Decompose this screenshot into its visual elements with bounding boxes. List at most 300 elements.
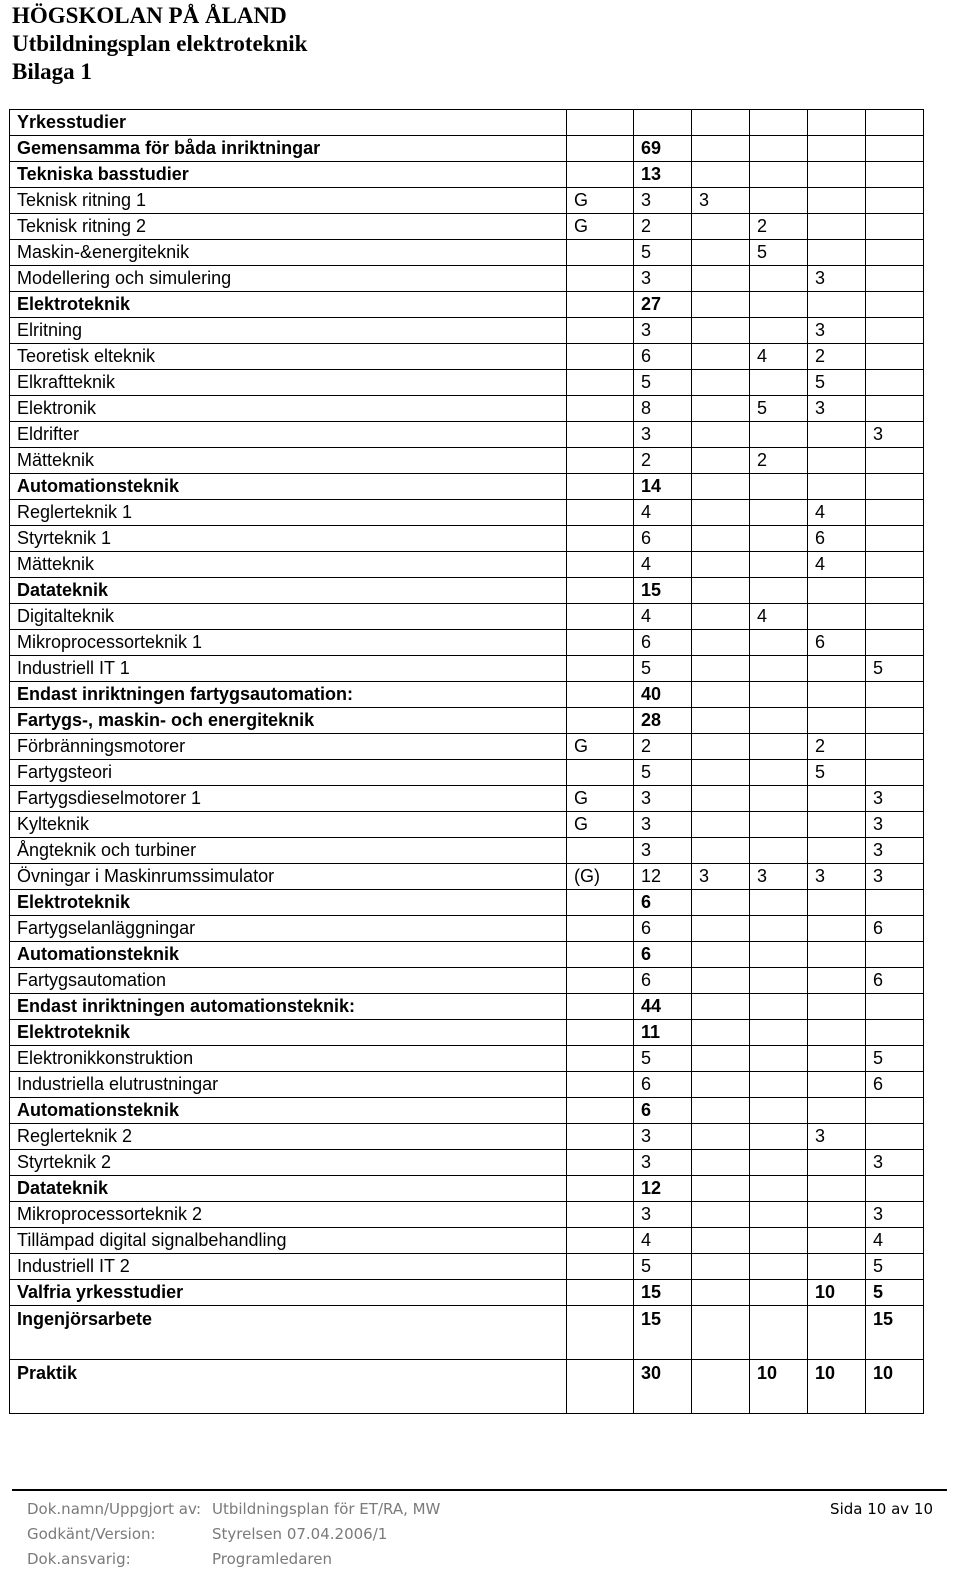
value-cell xyxy=(567,396,634,422)
value-cell xyxy=(808,968,866,994)
value-cell xyxy=(692,136,750,162)
table-row xyxy=(10,1020,924,1046)
course-name-cell: Kylteknik xyxy=(10,812,567,838)
value-cell: 4 xyxy=(808,552,866,578)
value-cell xyxy=(692,994,750,1020)
value-cell xyxy=(808,812,866,838)
value-cell xyxy=(750,760,808,786)
table-row xyxy=(10,552,924,578)
value-cell xyxy=(692,916,750,942)
value-cell xyxy=(750,552,808,578)
table-row xyxy=(10,474,924,500)
value-cell: 3 xyxy=(866,786,924,812)
value-cell xyxy=(567,916,634,942)
value-cell: 4 xyxy=(750,604,808,630)
value-cell xyxy=(567,552,634,578)
value-cell xyxy=(567,1098,634,1124)
value-cell xyxy=(866,474,924,500)
value-cell: G xyxy=(567,812,634,838)
value-cell: 3 xyxy=(866,1202,924,1228)
table-row xyxy=(10,370,924,396)
value-cell xyxy=(866,682,924,708)
value-cell: 10 xyxy=(750,1360,808,1414)
value-cell: 6 xyxy=(634,344,692,370)
value-cell xyxy=(866,318,924,344)
value-cell xyxy=(750,708,808,734)
course-name-cell: Elektroteknik xyxy=(10,292,567,318)
value-cell: 5 xyxy=(866,1254,924,1280)
value-cell xyxy=(692,786,750,812)
value-cell xyxy=(750,1072,808,1098)
course-name-cell: Industriell IT 1 xyxy=(10,656,567,682)
table-row xyxy=(10,1150,924,1176)
value-cell xyxy=(692,1360,750,1414)
value-cell xyxy=(692,682,750,708)
course-name-cell: Automationsteknik xyxy=(10,942,567,968)
table-row xyxy=(10,1072,924,1098)
value-cell xyxy=(567,136,634,162)
value-cell: 5 xyxy=(808,760,866,786)
document-footer xyxy=(12,1489,947,1572)
value-cell xyxy=(692,1098,750,1124)
value-cell xyxy=(567,968,634,994)
value-cell: 2 xyxy=(808,344,866,370)
value-cell xyxy=(567,1072,634,1098)
course-name-cell: Förbränningsmotorer xyxy=(10,734,567,760)
value-cell xyxy=(808,162,866,188)
value-cell xyxy=(692,1020,750,1046)
value-cell: 40 xyxy=(634,682,692,708)
value-cell: 3 xyxy=(634,318,692,344)
table-row xyxy=(10,110,924,136)
course-name-cell: Tekniska basstudier xyxy=(10,162,567,188)
value-cell xyxy=(567,162,634,188)
value-cell: 3 xyxy=(634,1202,692,1228)
value-cell xyxy=(866,552,924,578)
table-row xyxy=(10,1360,924,1414)
value-cell xyxy=(750,1202,808,1228)
value-cell xyxy=(866,162,924,188)
value-cell xyxy=(808,240,866,266)
value-cell xyxy=(692,1228,750,1254)
value-cell xyxy=(692,214,750,240)
value-cell: 15 xyxy=(634,1306,692,1360)
value-cell: 6 xyxy=(634,1098,692,1124)
value-cell xyxy=(567,448,634,474)
value-cell: 6 xyxy=(866,1072,924,1098)
value-cell: 3 xyxy=(866,864,924,890)
value-cell xyxy=(750,266,808,292)
value-cell xyxy=(866,630,924,656)
value-cell: 12 xyxy=(634,864,692,890)
value-cell: 6 xyxy=(634,630,692,656)
value-cell xyxy=(567,370,634,396)
table-row xyxy=(10,682,924,708)
value-cell: 2 xyxy=(750,448,808,474)
table-row xyxy=(10,994,924,1020)
value-cell: 4 xyxy=(634,1228,692,1254)
value-cell xyxy=(750,370,808,396)
value-cell xyxy=(750,682,808,708)
table-row xyxy=(10,1254,924,1280)
value-cell xyxy=(750,630,808,656)
value-cell: 3 xyxy=(634,838,692,864)
value-cell xyxy=(750,1124,808,1150)
footer-row xyxy=(12,1497,947,1522)
course-name-cell: Industriella elutrustningar xyxy=(10,1072,567,1098)
value-cell xyxy=(567,1150,634,1176)
value-cell xyxy=(866,266,924,292)
table-row xyxy=(10,708,924,734)
value-cell xyxy=(808,448,866,474)
table-row xyxy=(10,1228,924,1254)
course-name-cell: Praktik xyxy=(10,1360,567,1414)
footer-row xyxy=(12,1522,947,1547)
value-cell: 3 xyxy=(634,188,692,214)
value-cell: 6 xyxy=(808,630,866,656)
table-row xyxy=(10,1098,924,1124)
value-cell xyxy=(808,188,866,214)
value-cell xyxy=(692,552,750,578)
value-cell: 2 xyxy=(634,448,692,474)
value-cell xyxy=(750,1046,808,1072)
value-cell: 3 xyxy=(808,864,866,890)
value-cell xyxy=(567,1124,634,1150)
course-name-cell: Mikroprocessorteknik 1 xyxy=(10,630,567,656)
value-cell xyxy=(567,630,634,656)
value-cell xyxy=(692,604,750,630)
study-plan-table xyxy=(9,109,924,1414)
value-cell xyxy=(750,916,808,942)
course-name-cell: Elektronik xyxy=(10,396,567,422)
table-row xyxy=(10,136,924,162)
value-cell xyxy=(808,838,866,864)
course-name-cell: Valfria yrkesstudier xyxy=(10,1280,567,1306)
value-cell xyxy=(808,1306,866,1360)
value-cell xyxy=(692,968,750,994)
value-cell xyxy=(567,994,634,1020)
value-cell: 5 xyxy=(750,240,808,266)
value-cell: G xyxy=(567,188,634,214)
value-cell: 5 xyxy=(634,370,692,396)
table-row xyxy=(10,916,924,942)
value-cell: 3 xyxy=(808,318,866,344)
value-cell: 5 xyxy=(634,1046,692,1072)
table-row xyxy=(10,1280,924,1306)
table-row xyxy=(10,448,924,474)
value-cell xyxy=(808,422,866,448)
value-cell xyxy=(808,214,866,240)
value-cell xyxy=(692,526,750,552)
value-cell xyxy=(750,188,808,214)
value-cell: 5 xyxy=(634,760,692,786)
course-name-cell: Digitalteknik xyxy=(10,604,567,630)
table-row xyxy=(10,266,924,292)
value-cell xyxy=(567,708,634,734)
value-cell xyxy=(692,110,750,136)
value-cell: 5 xyxy=(634,240,692,266)
value-cell xyxy=(866,578,924,604)
value-cell xyxy=(866,136,924,162)
value-cell xyxy=(750,1254,808,1280)
value-cell xyxy=(567,942,634,968)
course-name-cell: Mikroprocessorteknik 2 xyxy=(10,1202,567,1228)
value-cell xyxy=(808,1098,866,1124)
table-row xyxy=(10,1176,924,1202)
value-cell xyxy=(750,734,808,760)
table-row xyxy=(10,656,924,682)
value-cell xyxy=(567,578,634,604)
value-cell xyxy=(866,448,924,474)
value-cell: 11 xyxy=(634,1020,692,1046)
value-cell: 12 xyxy=(634,1176,692,1202)
value-cell xyxy=(567,682,634,708)
value-cell xyxy=(866,890,924,916)
value-cell xyxy=(866,942,924,968)
value-cell xyxy=(567,1360,634,1414)
course-name-cell: Styrteknik 1 xyxy=(10,526,567,552)
course-name-cell: Elektroteknik xyxy=(10,890,567,916)
value-cell xyxy=(750,110,808,136)
course-name-cell: Reglerteknik 1 xyxy=(10,500,567,526)
table-row xyxy=(10,734,924,760)
value-cell xyxy=(866,1176,924,1202)
value-cell xyxy=(567,1306,634,1360)
table-row xyxy=(10,344,924,370)
value-cell xyxy=(692,266,750,292)
course-name-cell: Ingenjörsarbete xyxy=(10,1306,567,1360)
value-cell xyxy=(692,838,750,864)
value-cell: 3 xyxy=(866,838,924,864)
value-cell xyxy=(692,344,750,370)
value-cell: 6 xyxy=(634,942,692,968)
value-cell: 6 xyxy=(634,890,692,916)
table-row xyxy=(10,422,924,448)
value-cell xyxy=(567,1280,634,1306)
table-row xyxy=(10,526,924,552)
value-cell: 3 xyxy=(750,864,808,890)
value-cell: 2 xyxy=(808,734,866,760)
value-cell xyxy=(692,630,750,656)
course-name-cell: Gemensamma för båda inriktningar xyxy=(10,136,567,162)
value-cell xyxy=(750,1150,808,1176)
value-cell xyxy=(692,1254,750,1280)
table-row xyxy=(10,1202,924,1228)
table-row xyxy=(10,1124,924,1150)
document-header xyxy=(12,2,307,86)
value-cell xyxy=(692,708,750,734)
value-cell xyxy=(808,1072,866,1098)
table-row xyxy=(10,786,924,812)
value-cell xyxy=(866,708,924,734)
value-cell: 4 xyxy=(634,604,692,630)
value-cell: 2 xyxy=(750,214,808,240)
value-cell xyxy=(750,1280,808,1306)
value-cell: 6 xyxy=(808,526,866,552)
course-name-cell: Industriell IT 2 xyxy=(10,1254,567,1280)
value-cell xyxy=(692,370,750,396)
value-cell xyxy=(866,240,924,266)
value-cell xyxy=(567,838,634,864)
value-cell xyxy=(692,162,750,188)
value-cell xyxy=(692,1150,750,1176)
value-cell: 3 xyxy=(866,422,924,448)
footer-value: Programledaren xyxy=(212,1550,332,1568)
value-cell xyxy=(866,994,924,1020)
value-cell: 5 xyxy=(750,396,808,422)
value-cell xyxy=(866,370,924,396)
value-cell: 3 xyxy=(634,812,692,838)
table-row xyxy=(10,396,924,422)
value-cell: 3 xyxy=(808,266,866,292)
value-cell xyxy=(866,110,924,136)
table-row xyxy=(10,162,924,188)
value-cell: 5 xyxy=(866,1046,924,1072)
value-cell xyxy=(750,656,808,682)
course-name-cell: Mätteknik xyxy=(10,448,567,474)
appendix-label: Bilaga 1 xyxy=(12,59,92,84)
footer-value: Styrelsen 07.04.2006/1 xyxy=(212,1525,388,1543)
value-cell xyxy=(750,292,808,318)
value-cell xyxy=(567,318,634,344)
value-cell xyxy=(567,110,634,136)
value-cell xyxy=(567,240,634,266)
course-name-cell: Maskin-&energiteknik xyxy=(10,240,567,266)
value-cell: 3 xyxy=(634,1150,692,1176)
table-row xyxy=(10,604,924,630)
value-cell xyxy=(692,396,750,422)
value-cell xyxy=(567,656,634,682)
value-cell xyxy=(692,1280,750,1306)
course-name-cell: Fartygs-, maskin- och energiteknik xyxy=(10,708,567,734)
value-cell xyxy=(567,1176,634,1202)
value-cell: 10 xyxy=(866,1360,924,1414)
value-cell xyxy=(567,1228,634,1254)
value-cell xyxy=(750,812,808,838)
value-cell xyxy=(692,734,750,760)
course-name-cell: Ångteknik och turbiner xyxy=(10,838,567,864)
table-row xyxy=(10,812,924,838)
value-cell xyxy=(750,1098,808,1124)
value-cell xyxy=(692,1176,750,1202)
value-cell xyxy=(866,734,924,760)
course-name-cell: Teknisk ritning 2 xyxy=(10,214,567,240)
value-cell xyxy=(750,474,808,500)
value-cell xyxy=(750,890,808,916)
value-cell xyxy=(808,1254,866,1280)
value-cell: 13 xyxy=(634,162,692,188)
value-cell: 5 xyxy=(808,370,866,396)
value-cell xyxy=(750,318,808,344)
value-cell xyxy=(692,760,750,786)
value-cell: G xyxy=(567,734,634,760)
table-row xyxy=(10,760,924,786)
course-name-cell: Övningar i Maskinrumssimulator xyxy=(10,864,567,890)
value-cell xyxy=(692,292,750,318)
value-cell xyxy=(692,500,750,526)
value-cell xyxy=(567,500,634,526)
value-cell xyxy=(750,1176,808,1202)
footer-label: Dok.namn/Uppgjort av: xyxy=(27,1500,202,1518)
value-cell: 3 xyxy=(634,786,692,812)
value-cell xyxy=(808,786,866,812)
value-cell: G xyxy=(567,214,634,240)
value-cell xyxy=(808,578,866,604)
value-cell xyxy=(750,162,808,188)
course-name-cell: Elektronikkonstruktion xyxy=(10,1046,567,1072)
table-row xyxy=(10,968,924,994)
document-title: Utbildningsplan elektroteknik xyxy=(12,31,308,56)
table-row xyxy=(10,240,924,266)
value-cell xyxy=(692,318,750,344)
value-cell xyxy=(808,916,866,942)
value-cell xyxy=(808,1020,866,1046)
table-row xyxy=(10,890,924,916)
value-cell: 2 xyxy=(634,214,692,240)
value-cell: 6 xyxy=(634,526,692,552)
course-name-cell: Endast inriktningen automationsteknik: xyxy=(10,994,567,1020)
value-cell xyxy=(567,526,634,552)
value-cell xyxy=(692,1306,750,1360)
value-cell xyxy=(750,968,808,994)
value-cell xyxy=(750,500,808,526)
value-cell: 3 xyxy=(692,864,750,890)
value-cell: 2 xyxy=(634,734,692,760)
footer-label: Dok.ansvarig: xyxy=(27,1550,131,1568)
value-cell xyxy=(808,994,866,1020)
course-name-cell: Elkraftteknik xyxy=(10,370,567,396)
value-cell: G xyxy=(567,786,634,812)
value-cell: 4 xyxy=(634,552,692,578)
value-cell xyxy=(808,890,866,916)
value-cell: 15 xyxy=(634,1280,692,1306)
value-cell xyxy=(634,110,692,136)
footer-row xyxy=(12,1547,947,1572)
value-cell xyxy=(567,1046,634,1072)
table-row xyxy=(10,214,924,240)
value-cell xyxy=(750,786,808,812)
value-cell xyxy=(808,292,866,318)
value-cell xyxy=(750,526,808,552)
value-cell xyxy=(866,526,924,552)
course-name-cell: Modellering och simulering xyxy=(10,266,567,292)
course-name-cell: Elritning xyxy=(10,318,567,344)
value-cell xyxy=(866,188,924,214)
value-cell xyxy=(567,474,634,500)
course-name-cell: Tillämpad digital signalbehandling xyxy=(10,1228,567,1254)
value-cell: 5 xyxy=(634,1254,692,1280)
value-cell xyxy=(750,942,808,968)
course-name-cell: Automationsteknik xyxy=(10,1098,567,1124)
value-cell: 69 xyxy=(634,136,692,162)
footer-label: Godkänt/Version: xyxy=(27,1525,156,1543)
value-cell: 3 xyxy=(634,1124,692,1150)
value-cell xyxy=(567,1020,634,1046)
value-cell: 3 xyxy=(866,812,924,838)
table-row xyxy=(10,1046,924,1072)
course-name-cell: Reglerteknik 2 xyxy=(10,1124,567,1150)
value-cell: 6 xyxy=(634,968,692,994)
value-cell xyxy=(866,292,924,318)
value-cell xyxy=(692,1202,750,1228)
value-cell xyxy=(692,812,750,838)
value-cell: 4 xyxy=(866,1228,924,1254)
course-name-cell: Mätteknik xyxy=(10,552,567,578)
value-cell xyxy=(808,682,866,708)
value-cell xyxy=(866,214,924,240)
course-name-cell: Endast inriktningen fartygsautomation: xyxy=(10,682,567,708)
value-cell xyxy=(692,422,750,448)
